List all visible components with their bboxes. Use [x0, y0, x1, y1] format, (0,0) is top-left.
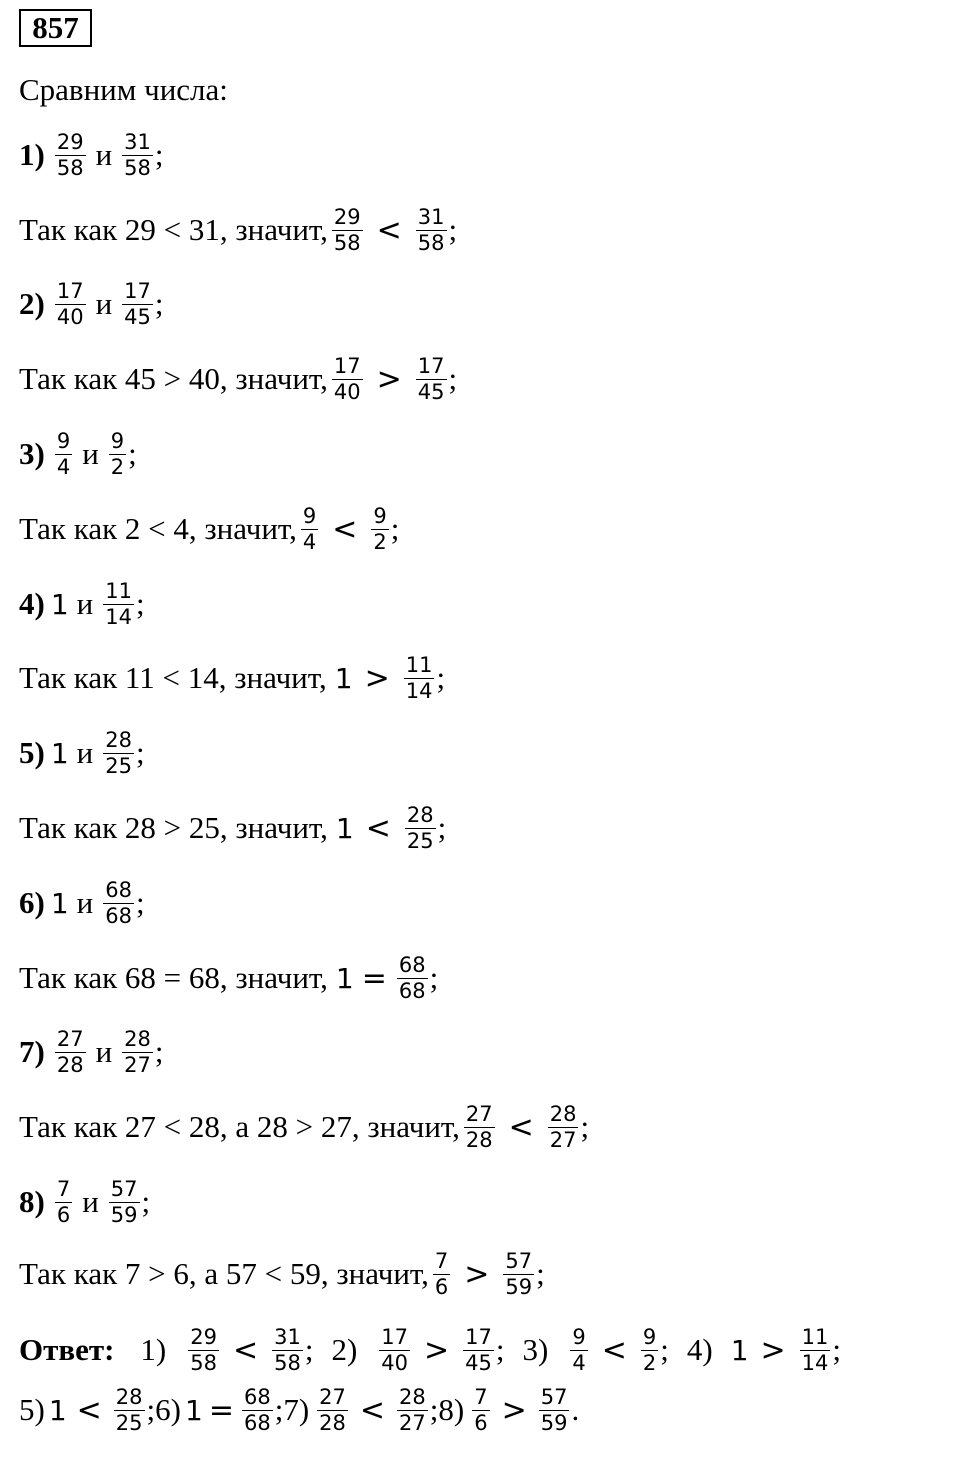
answer-item-5 — [19, 1386, 155, 1435]
item-7-reason — [19, 1097, 589, 1157]
comparison-sign: = — [208, 1392, 234, 1428]
problem-number: 857 — [19, 9, 92, 47]
reason-text: Так как 45 > 40, значит, — [19, 361, 328, 396]
numerator: 27 — [465, 1101, 493, 1126]
fraction-b — [114, 1386, 145, 1435]
semicolon: ; — [304, 1332, 314, 1367]
fraction-b — [416, 355, 447, 404]
whole-number: 1 — [334, 661, 353, 695]
fraction-b — [405, 804, 436, 853]
fraction-b — [641, 1326, 658, 1375]
denominator: 14 — [105, 604, 132, 629]
answer-item-8 — [438, 1386, 579, 1435]
answer-line-2 — [19, 1380, 579, 1440]
comparison-sign: > — [464, 1256, 490, 1292]
semicolon: ; — [448, 212, 458, 247]
numerator: 11 — [105, 578, 132, 603]
fraction-a — [570, 1326, 587, 1375]
numerator: 28 — [549, 1101, 577, 1126]
semicolon: ; — [135, 586, 145, 621]
fraction-a — [55, 280, 86, 329]
reason-text: Так как 27 < 28, а 28 > 27, значит, — [19, 1109, 460, 1144]
numerator: 9 — [56, 428, 71, 453]
item-3-reason — [19, 499, 399, 559]
numerator: 9 — [302, 503, 317, 528]
numerator: 17 — [56, 278, 84, 303]
denominator: 2 — [642, 1350, 657, 1375]
denominator: 45 — [417, 379, 445, 404]
numerator: 11 — [405, 652, 433, 677]
item-label: 1) — [19, 137, 45, 172]
fraction-b — [272, 1326, 303, 1375]
denominator: 25 — [115, 1410, 143, 1435]
item-label: 7) — [19, 1034, 45, 1069]
item-5-reason — [19, 798, 446, 858]
whole-number: 1 — [50, 886, 69, 920]
numerator: 57 — [540, 1384, 568, 1409]
fraction-a — [55, 430, 72, 479]
answer-index: 3) — [522, 1332, 549, 1367]
whole-number: 1 — [335, 811, 354, 845]
denominator: 27 — [124, 1052, 151, 1077]
and-word: и — [95, 1034, 113, 1069]
answer-item-4 — [687, 1326, 841, 1375]
item-label: 3) — [19, 436, 45, 471]
fraction-b — [548, 1103, 579, 1152]
semicolon: ; — [832, 1332, 842, 1367]
fraction-a — [55, 1178, 72, 1227]
numerator: 17 — [381, 1324, 409, 1349]
answer-item-3 — [523, 1326, 669, 1375]
numerator: 9 — [373, 503, 387, 528]
fraction-a — [464, 1103, 495, 1152]
fraction-a — [433, 1250, 450, 1299]
comparison-sign: < — [232, 1332, 259, 1368]
fraction-b — [397, 954, 428, 1003]
and-word: и — [76, 735, 94, 770]
item-6-statement — [19, 873, 145, 933]
fraction-b — [109, 1178, 140, 1227]
comparison-sign: > — [376, 361, 402, 397]
comparison-sign: > — [760, 1332, 786, 1368]
reason-text: Так как 28 > 25, значит, — [19, 810, 328, 845]
denominator: 2 — [373, 529, 387, 554]
fraction-a — [301, 505, 318, 554]
whole-number: 1 — [730, 1333, 749, 1367]
denominator: 58 — [56, 155, 84, 180]
semicolon: ; — [429, 960, 439, 995]
numerator: 68 — [398, 952, 426, 977]
denominator: 28 — [465, 1127, 493, 1152]
fraction-b — [242, 1386, 273, 1435]
whole-number: 1 — [48, 1393, 67, 1427]
fraction-b — [416, 206, 447, 255]
period: . — [571, 1392, 580, 1427]
fraction-b — [109, 430, 126, 479]
numerator: 31 — [274, 1324, 301, 1349]
numerator: 31 — [124, 129, 151, 154]
reason-text: Так как 29 < 31, значит, — [19, 212, 328, 247]
denominator: 45 — [124, 304, 151, 329]
numerator: 28 — [115, 1384, 143, 1409]
denominator: 4 — [572, 1350, 586, 1375]
denominator: 6 — [434, 1274, 449, 1299]
denominator: 59 — [540, 1410, 568, 1435]
fraction-b — [539, 1386, 570, 1435]
numerator: 28 — [406, 802, 434, 827]
semicolon: ; — [495, 1332, 505, 1367]
semicolon: ; — [135, 885, 145, 920]
denominator: 58 — [417, 230, 445, 255]
answer-line-1 — [19, 1320, 841, 1380]
item-3-statement — [19, 424, 137, 484]
semicolon: ; — [436, 660, 446, 695]
semicolon: ; — [154, 286, 164, 321]
numerator: 68 — [243, 1384, 271, 1409]
numerator: 68 — [105, 877, 132, 902]
semicolon: ; — [429, 1392, 439, 1427]
denominator: 6 — [474, 1410, 488, 1435]
numerator: 27 — [319, 1384, 346, 1409]
whole-number: 1 — [50, 736, 69, 770]
numerator: 28 — [105, 727, 132, 752]
denominator: 58 — [190, 1350, 217, 1375]
semicolon: ; — [274, 1392, 284, 1427]
answer-item-1 — [140, 1326, 313, 1375]
answer-index: 6) — [155, 1392, 181, 1427]
and-word: и — [95, 286, 113, 321]
semicolon: ; — [536, 1256, 545, 1291]
fraction-a — [317, 1386, 348, 1435]
semicolon: ; — [128, 436, 137, 471]
comparison-sign: > — [501, 1392, 527, 1428]
item-4-statement — [19, 574, 145, 634]
item-8-statement — [19, 1172, 150, 1232]
comparison-sign: > — [364, 660, 390, 696]
item-label: 4) — [19, 586, 45, 621]
fraction-a — [188, 1326, 219, 1375]
item-label: 6) — [19, 885, 45, 920]
numerator: 29 — [56, 129, 84, 154]
semicolon: ; — [448, 361, 458, 396]
reason-text: Так как 11 < 14, значит, — [19, 660, 327, 695]
denominator: 68 — [243, 1410, 271, 1435]
and-word: и — [76, 885, 94, 920]
numerator: 17 — [465, 1324, 492, 1349]
item-2-statement — [19, 274, 164, 334]
numerator: 27 — [56, 1026, 84, 1051]
comparison-sign: < — [332, 511, 358, 547]
fraction-a — [379, 1326, 410, 1375]
whole-number: 1 — [335, 961, 354, 995]
comparison-sign: > — [424, 1332, 450, 1368]
answer-index: 7) — [283, 1392, 310, 1427]
answer-item-6 — [155, 1386, 283, 1435]
numerator: 7 — [434, 1248, 449, 1273]
fraction-b — [103, 879, 134, 928]
comparison-sign: < — [359, 1392, 386, 1428]
semicolon: ; — [437, 810, 447, 845]
item-6-reason — [19, 948, 438, 1008]
denominator: 59 — [505, 1274, 533, 1299]
fraction-b — [800, 1326, 831, 1375]
semicolon: ; — [660, 1332, 669, 1367]
reason-text: Так как 68 = 68, значит, — [19, 960, 328, 995]
item-1-statement — [19, 125, 164, 185]
numerator: 29 — [190, 1324, 217, 1349]
reason-text: Так как 2 < 4, значит, — [19, 511, 297, 546]
answer-item-2 — [331, 1326, 504, 1375]
semicolon: ; — [154, 137, 164, 172]
semicolon: ; — [135, 735, 145, 770]
semicolon: ; — [390, 511, 400, 546]
and-word: и — [82, 436, 99, 471]
numerator: 31 — [417, 204, 445, 229]
numerator: 57 — [505, 1248, 533, 1273]
semicolon: ; — [146, 1392, 156, 1427]
denominator: 68 — [398, 978, 426, 1003]
fraction-b — [103, 580, 134, 629]
reason-text: Так как 7 > 6, а 57 < 59, значит, — [19, 1256, 429, 1291]
numerator: 17 — [124, 278, 151, 303]
comparison-sign: < — [601, 1332, 627, 1368]
item-label: 2) — [19, 286, 45, 321]
numerator: 11 — [801, 1324, 829, 1349]
fraction-b — [371, 505, 388, 554]
fraction-a — [332, 206, 363, 255]
numerator: 7 — [474, 1384, 488, 1409]
denominator: 4 — [302, 529, 317, 554]
fraction-b — [122, 280, 153, 329]
fraction-b — [503, 1250, 534, 1299]
fraction-b — [103, 729, 134, 778]
item-2-reason — [19, 349, 457, 409]
item-label: 8) — [19, 1184, 45, 1219]
item-8-reason — [19, 1244, 545, 1304]
answer-index: 8) — [438, 1392, 465, 1427]
and-word: и — [95, 137, 113, 172]
numerator: 57 — [110, 1176, 138, 1201]
fraction-a — [55, 131, 86, 180]
fraction-a — [472, 1386, 489, 1435]
denominator: 27 — [399, 1410, 426, 1435]
intro-text: Сравним числа: — [19, 72, 228, 107]
comparison-sign: < — [76, 1392, 102, 1428]
and-word: и — [82, 1184, 99, 1219]
answer-index: 1) — [140, 1332, 167, 1367]
denominator: 14 — [801, 1350, 829, 1375]
denominator: 45 — [465, 1350, 492, 1375]
denominator: 25 — [105, 753, 132, 778]
numerator: 9 — [642, 1324, 657, 1349]
comparison-sign: < — [376, 212, 402, 248]
denominator: 28 — [56, 1052, 84, 1077]
denominator: 4 — [56, 454, 71, 479]
answer-label: Ответ: — [19, 1332, 115, 1367]
item-4-reason — [19, 648, 445, 708]
fraction-b — [404, 654, 435, 703]
denominator: 28 — [319, 1410, 346, 1435]
whole-number: 1 — [184, 1393, 203, 1427]
fraction-a — [55, 1028, 86, 1077]
denominator: 58 — [274, 1350, 301, 1375]
denominator: 6 — [56, 1202, 71, 1227]
numerator: 29 — [333, 204, 361, 229]
fraction-b — [122, 131, 153, 180]
denominator: 40 — [381, 1350, 409, 1375]
denominator: 27 — [549, 1127, 577, 1152]
denominator: 58 — [333, 230, 361, 255]
numerator: 17 — [417, 353, 445, 378]
numerator: 9 — [572, 1324, 586, 1349]
denominator: 58 — [124, 155, 151, 180]
item-7-statement — [19, 1022, 164, 1082]
comparison-sign: < — [508, 1109, 534, 1145]
item-5-statement — [19, 723, 145, 783]
numerator: 28 — [124, 1026, 151, 1051]
denominator: 2 — [110, 454, 125, 479]
semicolon: ; — [141, 1184, 151, 1219]
item-label: 5) — [19, 735, 45, 770]
item-1-reason — [19, 200, 457, 260]
answer-index: 4) — [686, 1332, 713, 1367]
answer-index: 5) — [19, 1392, 45, 1427]
answer-index: 2) — [331, 1332, 358, 1367]
answer-item-7 — [283, 1386, 438, 1435]
fraction-a — [332, 355, 363, 404]
denominator: 40 — [56, 304, 84, 329]
and-word: и — [76, 586, 94, 621]
semicolon: ; — [580, 1109, 590, 1144]
whole-number: 1 — [50, 587, 69, 621]
fraction-b — [397, 1386, 428, 1435]
denominator: 68 — [105, 903, 132, 928]
denominator: 40 — [333, 379, 361, 404]
semicolon: ; — [154, 1034, 164, 1069]
numerator: 17 — [333, 353, 361, 378]
fraction-b — [122, 1028, 153, 1077]
denominator: 59 — [110, 1202, 138, 1227]
numerator: 28 — [399, 1384, 426, 1409]
numerator: 9 — [110, 428, 125, 453]
numerator: 7 — [56, 1176, 71, 1201]
comparison-sign: < — [365, 810, 391, 846]
comparison-sign: = — [361, 960, 387, 996]
fraction-b — [463, 1326, 494, 1375]
denominator: 14 — [405, 678, 433, 703]
denominator: 25 — [406, 828, 434, 853]
